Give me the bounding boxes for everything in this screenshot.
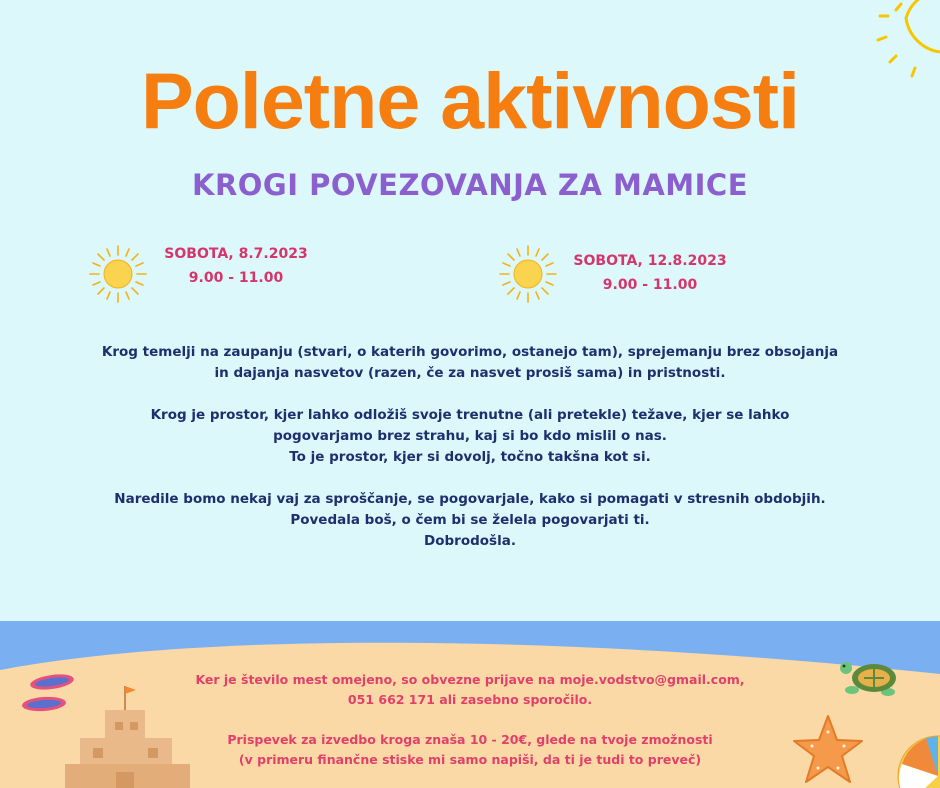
description-paragraph-3 [60, 489, 880, 552]
page-subtitle: KROGI POVEZOVANJA ZA MAMICE [191, 168, 749, 202]
sun-icon [498, 244, 558, 304]
beach-ball-icon [896, 734, 940, 788]
text-line: Naredile bomo nekaj vaj za sproščanje, se pogovarjale, kako si pomagati v stresnih obdobjih. [114, 491, 826, 507]
date-day: SOBOTA, 12.8.2023 [573, 253, 727, 269]
description-paragraph-2 [60, 405, 880, 468]
text-line: 051 662 171 ali zasebno sporočilo. [347, 692, 593, 707]
text-line: Prispevek za izvedbo kroga znaša 10 - 20€, glede na tvoje zmožnosti [227, 732, 713, 747]
starfish-icon [792, 714, 864, 786]
footer-paragraph-1 [140, 670, 800, 710]
date-block-2 [560, 249, 740, 297]
text-line: Dobrodošla. [424, 533, 516, 549]
sun-icon [88, 244, 148, 304]
text-line: (v primeru finančne stiske mi samo napiši, da ti je tudi to preveč) [238, 752, 702, 767]
text-line: Krog je prostor, kjer lahko odložiš svoje trenutne (ali pretekle) težave, kjer se lahko [150, 407, 790, 423]
page-title: Poletne aktivnosti [140, 56, 800, 145]
date-time: 9.00 - 11.00 [602, 277, 698, 293]
date-day: SOBOTA, 8.7.2023 [164, 246, 308, 262]
turtle-icon [838, 656, 904, 700]
footer-info [140, 670, 800, 788]
text-line: Povedala boš, o čem bi se želela pogovarjati ti. [290, 512, 650, 528]
text-line: in dajanja nasvetov (razen, če za nasvet prosiš sama) in pristnosti. [214, 365, 726, 381]
date-block-1 [150, 242, 322, 290]
description [60, 342, 880, 573]
date-time: 9.00 - 11.00 [188, 270, 284, 286]
description-paragraph-1 [60, 342, 880, 384]
footer-paragraph-2 [140, 730, 800, 770]
text-line: Krog temelji na zaupanju (stvari, o katerih govorimo, ostanejo tam), sprejemanju brez obsojanja [101, 344, 839, 360]
text-line: To je prostor, kjer si dovolj, točno takšna kot si. [289, 449, 651, 465]
text-line: Ker je število mest omejeno, so obvezne prijave na moje.vodstvo@gmail.com, [195, 672, 745, 687]
text-line: pogovarjamo brez strahu, kaj si bo kdo mislil o nas. [273, 428, 667, 444]
